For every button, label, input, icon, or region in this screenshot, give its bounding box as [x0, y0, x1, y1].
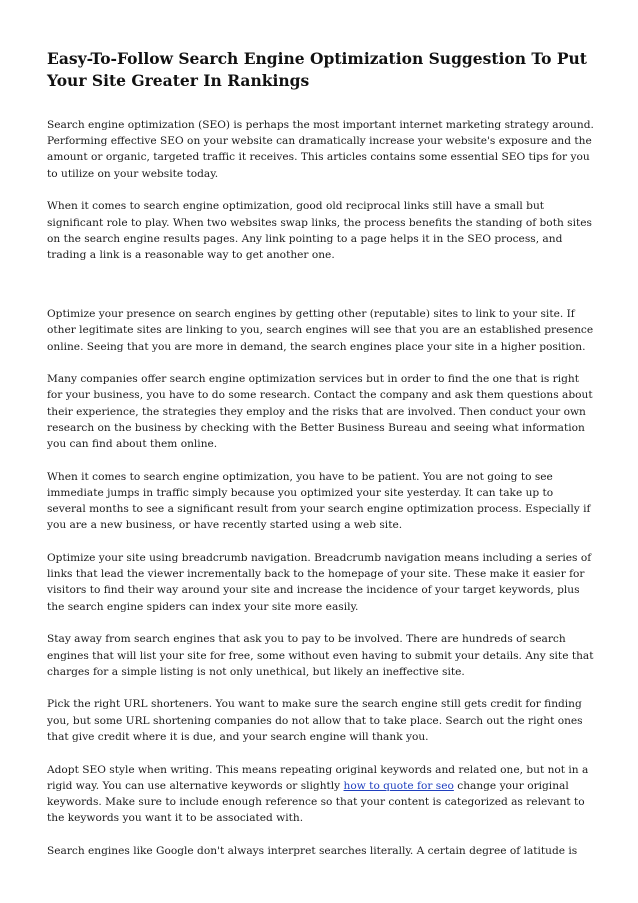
paragraph-breadcrumb: Optimize your site using breadcrumb navigation. Breadcrumb navigation means including a series of links that lead the viewer incrementally back to the homepage of your site. These make it easier for visitors to find their way around your site and increase the incidence of your target keywords, plus the search engine spiders can index your site more easily.	[47, 552, 592, 613]
paragraph-seo-style	[47, 762, 595, 827]
document-title: Easy-To-Follow Search Engine Optimization Suggestion To Put Your Site Greater In Rankings	[47, 49, 587, 90]
paragraph-presence: Optimize your presence on search engines by getting other (reputable) sites to link to your site. If other legitimate sites are linking to you, search engines will see that you are an established presence online. Seeing that you are more in demand, the search engines place your site in a higher position.	[47, 308, 594, 353]
seo-style-text-before: Adopt SEO style when writing. This means repeating original keywords and related one, but not in a rigid way. You can use alternative keywords or slightly	[47, 763, 589, 792]
paragraph-companies: Many companies offer search engine optimization services but in order to find the one that is right for your business, you have to do some research. Contact the company and ask them questions about their experience, the strategies they employ and the risks that are involved. Then conduct your own research on the business by checking with the Better Business Bureau and seeing what information you can find about them online.	[47, 373, 593, 451]
paragraph-literal-searches: Search engines like Google don't always interpret searches literally. A certain degree of latitude is	[47, 844, 578, 857]
seo-style-text-after: change your original keywords. Make sure to include enough reference so that your content is categorized as relevant to the keywords you want it to be associated with.	[47, 779, 585, 825]
how-to-quote-for-seo-link[interactable]: how to quote for seo	[343, 779, 454, 792]
paragraph-intro: Search engine optimization (SEO) is perhaps the most important internet marketing strategy around. Performing effective SEO on your website can dramatically increase your website's exposure and the amount or organic, targeted traffic it receives. This articles contains some essential SEO tips for you to utilize on your website today.	[47, 119, 594, 180]
paragraph-url-shorteners: Pick the right URL shorteners. You want to make sure the search engine still gets credit for finding you, but some URL shortening companies do not allow that to take place. Search out the right ones that give credit where it is due, and your search engine will thank you.	[47, 698, 583, 743]
paragraph-reciprocal-links: When it comes to search engine optimization, good old reciprocal links still have a small but significant role to play. When two websites swap links, the process benefits the standing of both sites on the search engine results pages. Any link pointing to a page helps it in the SEO process, and trading a link is a reasonable way to get another one.	[47, 200, 592, 261]
paragraph-paid-engines: Stay away from search engines that ask you to pay to be involved. There are hundreds of search engines that will list your site for free, some without even having to submit your details. Any site that charges for a simple listing is not only unethical, but likely an ineffective site.	[47, 633, 594, 678]
document-page	[47, 48, 595, 876]
paragraph-patience: When it comes to search engine optimization, you have to be patient. You are not going to see immediate jumps in traffic simply because you optimized your site yesterday. It can take up to several months to see a significant result from your search engine optimization process. Especially if you are a new business, or have recently started using a web site.	[47, 470, 591, 532]
